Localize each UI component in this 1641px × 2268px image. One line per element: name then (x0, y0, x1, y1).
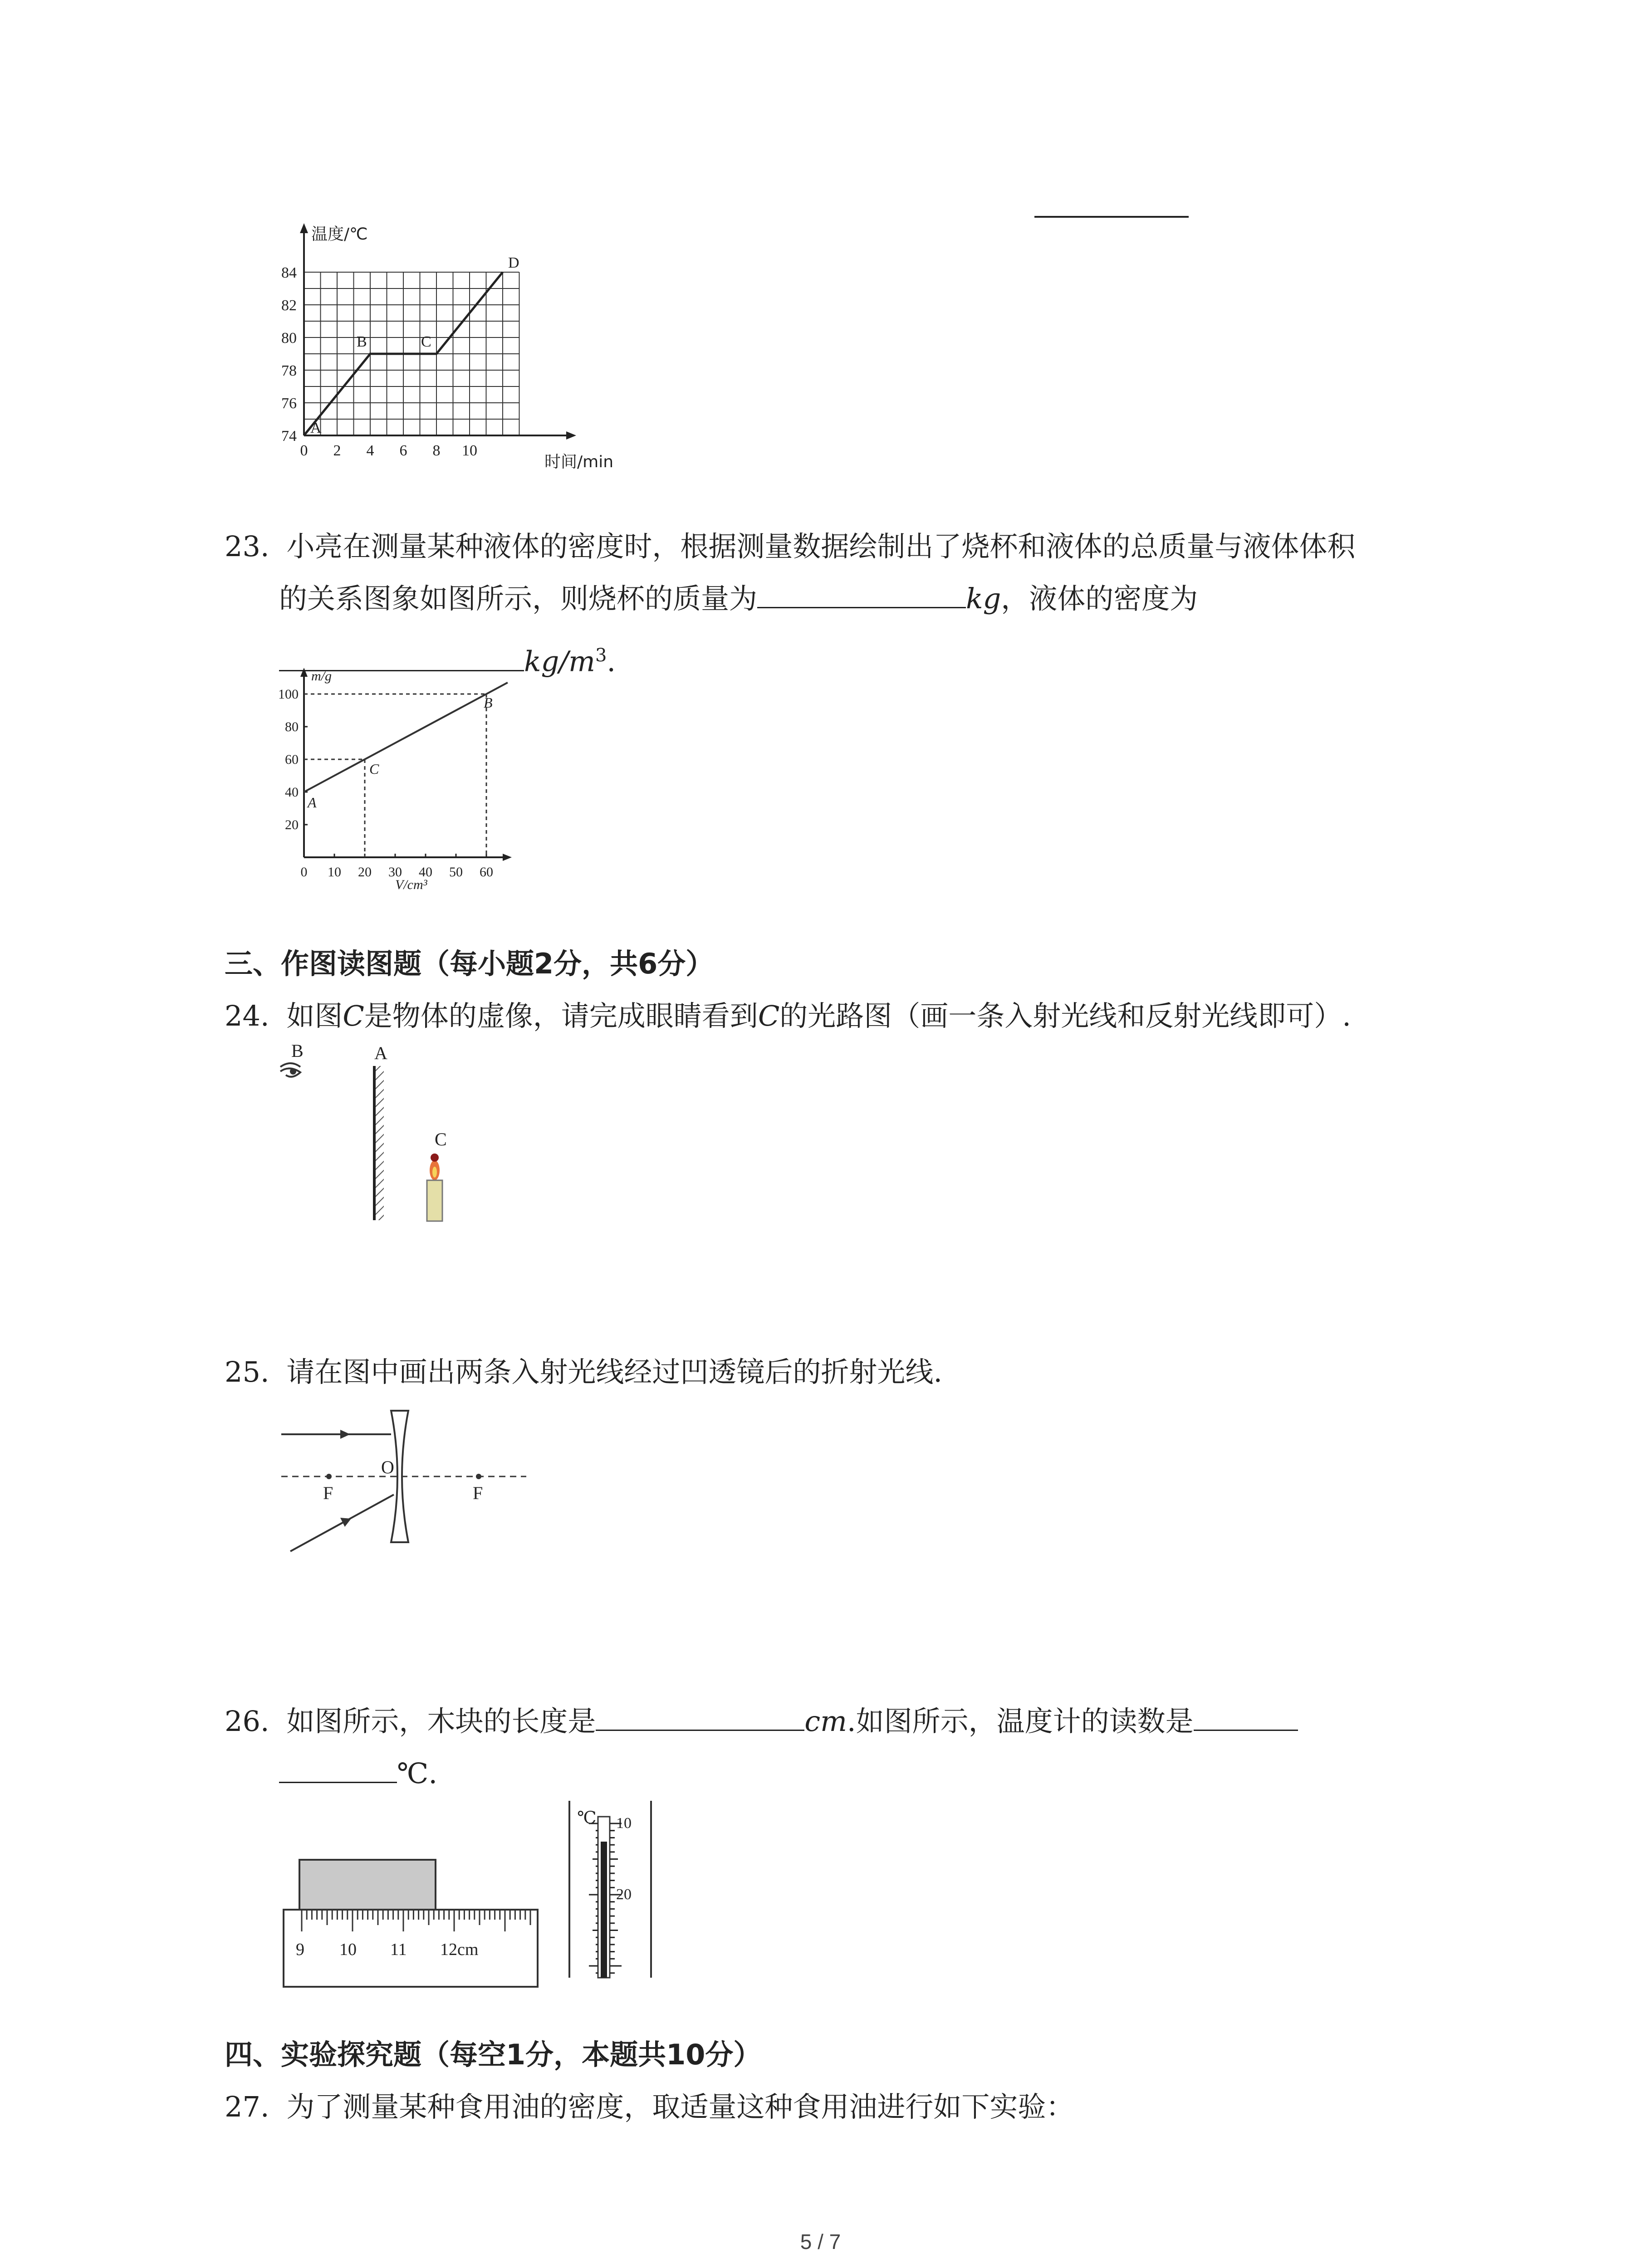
x-axis-arrow-icon (566, 431, 576, 440)
thermometer-diagram (567, 1799, 658, 1980)
y-axis-arrow-icon (300, 223, 308, 233)
thermometer-tick-label: 20 (616, 1886, 632, 1903)
focus-point-left (326, 1474, 332, 1479)
x-axis-label: 时间/min (544, 453, 614, 471)
answer-blank[interactable] (1034, 191, 1189, 218)
ruler-tick-label: 9 (296, 1940, 304, 1959)
question-number: 24. (225, 999, 269, 1032)
temperature-time-chart (254, 213, 644, 476)
thermometer-tick-label: 10 (616, 1815, 632, 1832)
end-mark: . (607, 645, 616, 678)
incident-ray-2 (290, 1495, 394, 1551)
q24-text (225, 998, 1351, 1034)
y-tick-label: 82 (281, 297, 297, 314)
answer-blank[interactable] (757, 582, 966, 608)
x-tick-label: 0 (300, 865, 308, 880)
y-axis-label: 温度/℃ (311, 225, 368, 244)
point-label: D (508, 254, 519, 271)
eye-label: B (291, 1041, 304, 1061)
answer-blank[interactable] (1194, 1704, 1298, 1731)
question-text: 如图 (286, 999, 343, 1032)
y-tick-label: 100 (278, 687, 299, 702)
q25-text (225, 1354, 942, 1390)
arrow-icon (340, 1430, 350, 1439)
point-label: A (310, 420, 322, 436)
variable: C (758, 999, 780, 1032)
point-label: B (484, 694, 493, 711)
x-tick-label: 10 (462, 442, 477, 459)
question-text: 小亮在测量某种液体的密度时，根据测量数据绘制出了烧杯和液体的总质量与液体体积 (286, 530, 1356, 563)
section-heading: 三、作图读图题（每小题2分，共6分） (225, 947, 714, 980)
y-tick-label: 20 (285, 817, 299, 832)
point-label: C (369, 761, 379, 777)
point-label: C (421, 333, 431, 350)
x-tick-label: 0 (300, 442, 308, 459)
q26-line1 (225, 1703, 1298, 1740)
unit-label: ℃. (397, 1757, 438, 1790)
wooden-block (299, 1860, 436, 1910)
y-tick-label: 78 (281, 362, 297, 379)
q23-line1 (225, 528, 1355, 565)
data-line (304, 683, 508, 792)
y-axis-arrow-icon (300, 668, 308, 677)
point-label: B (357, 333, 367, 350)
q23-line2 (279, 581, 1198, 617)
unit-label: kg/m (524, 645, 595, 678)
y-tick-label: 84 (281, 264, 297, 281)
question-text: 是物体的虚像，请完成眼睛看到 (364, 999, 758, 1032)
x-tick-label: 6 (399, 442, 407, 459)
variable: C (343, 999, 364, 1032)
y-tick-label: 40 (285, 785, 299, 800)
question-number: 27. (225, 2090, 269, 2123)
question-text: ，液体的密度为 (1001, 582, 1198, 615)
thermometer-unit: ℃ (577, 1809, 597, 1828)
mirror-diagram (272, 1039, 481, 1229)
ruler-tick-label: 12cm (440, 1940, 479, 1959)
x-tick-label: 8 (432, 442, 441, 459)
x-tick-label: 20 (358, 865, 372, 880)
center-label: O (381, 1457, 394, 1477)
question-text: 为了测量某种食用油的密度，取适量这种食用油进行如下实验： (286, 2090, 1074, 2123)
x-axis-label: V/cm³ (395, 877, 427, 892)
q27-text (225, 2089, 1074, 2125)
question-text: 的光路图（画一条入射光线和反射光线即可）. (779, 999, 1351, 1032)
y-tick-label: 80 (285, 719, 299, 734)
question-text: 如图所示，木块的长度是 (286, 1705, 596, 1738)
thermometer-liquid (601, 1842, 607, 1978)
mirror-label: A (374, 1043, 387, 1063)
answer-blank[interactable] (596, 1704, 804, 1731)
x-tick-label: 60 (480, 865, 493, 880)
mass-volume-chart (254, 662, 526, 898)
ruler-tick-label: 11 (390, 1940, 407, 1959)
x-tick-label: 50 (449, 865, 463, 880)
focus-label: F (323, 1483, 333, 1503)
question-number: 25. (225, 1355, 269, 1388)
y-tick-label: 60 (285, 752, 299, 767)
question-text: 的关系图象如图所示，则烧杯的质量为 (279, 582, 758, 615)
unit-label: kg (966, 582, 1001, 615)
eye-icon (280, 1063, 300, 1077)
x-tick-label: 4 (366, 442, 374, 459)
x-tick-label: 30 (388, 865, 402, 880)
unit-exponent: 3 (595, 645, 607, 666)
x-axis-arrow-icon (503, 854, 512, 861)
x-tick-label: 40 (419, 865, 432, 880)
x-tick-label: 2 (333, 442, 341, 459)
ruler-body (284, 1910, 538, 1987)
page-number: 5 / 7 (800, 2230, 841, 2253)
focus-label: F (473, 1483, 483, 1503)
unit-label: cm (804, 1705, 847, 1738)
focus-point-right (476, 1474, 481, 1479)
concave-lens-diagram (272, 1402, 544, 1565)
x-tick-label: 10 (328, 865, 341, 880)
q26-line2 (279, 1755, 437, 1792)
question-text: .如图所示，温度计的读数是 (847, 1705, 1194, 1738)
mirror-hatching (376, 1066, 384, 1220)
ruler-tick-label: 10 (339, 1940, 357, 1959)
y-axis-label: m/g (311, 669, 332, 684)
ruler-diagram (281, 1855, 544, 1991)
section-heading: 四、实验探究题（每空1分，本题共10分） (225, 2038, 762, 2071)
question-number: 23. (225, 530, 269, 563)
question-number: 26. (225, 1705, 269, 1738)
answer-blank[interactable] (279, 1756, 397, 1783)
candle-icon (427, 1154, 442, 1221)
question-text: 请在图中画出两条入射光线经过凹透镜后的折射光线. (286, 1355, 943, 1388)
y-tick-label: 74 (281, 428, 297, 445)
point-label: A (308, 794, 317, 811)
y-tick-label: 80 (281, 330, 297, 347)
image-label: C (435, 1129, 447, 1149)
y-tick-label: 76 (281, 395, 297, 412)
